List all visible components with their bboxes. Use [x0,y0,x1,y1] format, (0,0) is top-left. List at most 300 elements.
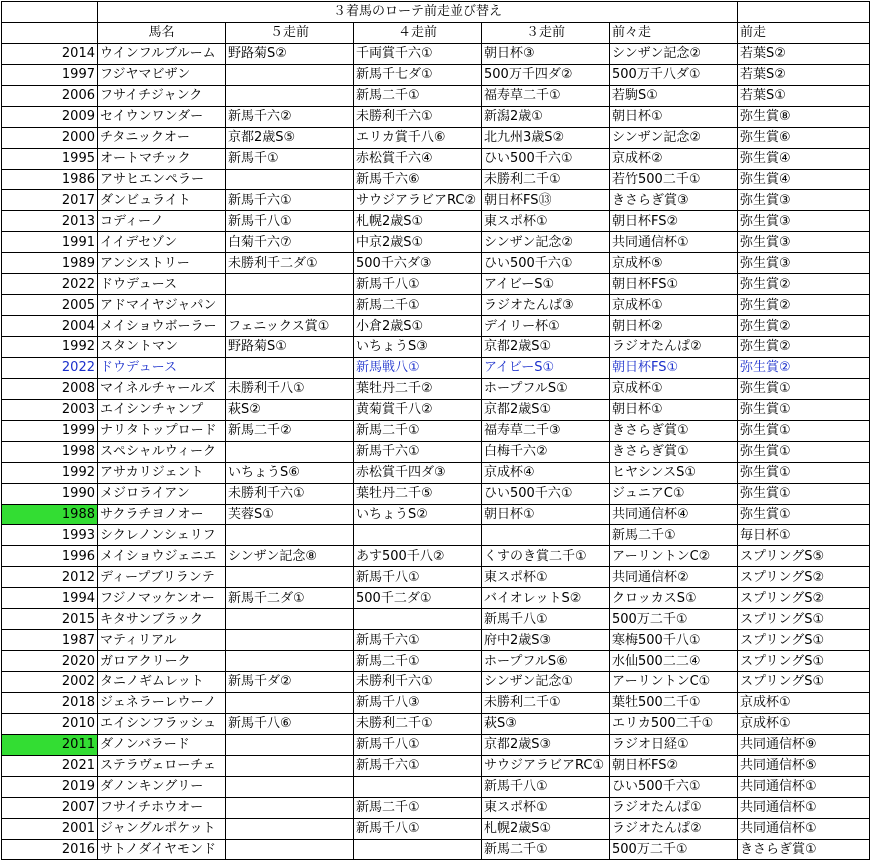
race-5-prior-cell[interactable]: 新馬千① [226,148,354,169]
last-race-cell[interactable]: スプリングS① [738,651,870,672]
last-race-cell[interactable]: 弥生賞① [738,399,870,420]
last-race-cell[interactable]: 弥生賞① [738,441,870,462]
race-5-prior-cell[interactable] [226,734,354,755]
race-3-prior-cell[interactable]: ラジオたんぱ③ [482,295,610,316]
year-cell[interactable]: 1989 [2,253,98,274]
horse-name-cell[interactable]: メイショウボーラー [98,316,226,337]
last-race-cell[interactable]: 弥生賞① [738,378,870,399]
last-race-cell[interactable]: 弥生賞① [738,483,870,504]
header-cell-last-race[interactable]: 前走 [738,22,870,43]
race-2-prior-cell[interactable]: きさらぎ賞③ [610,190,738,211]
race-2-prior-cell[interactable]: ジュニアC① [610,483,738,504]
last-race-cell[interactable]: 京成杯① [738,713,870,734]
table-row [2,818,870,839]
horse-name-cell[interactable]: オートマチック [98,148,226,169]
race-3-prior-cell[interactable]: 東スポ杯① [482,567,610,588]
header-cell-4th-prior[interactable]: ４走前 [354,22,482,43]
year-cell[interactable]: 2018 [2,692,98,713]
horse-name-cell[interactable]: セイウンワンダー [98,106,226,127]
race-4-prior-cell[interactable]: 赤松賞千四ダ③ [354,462,482,483]
year-cell[interactable]: 1995 [2,148,98,169]
race-3-prior-cell[interactable]: 北九州3歳S② [482,127,610,148]
horse-name-cell[interactable]: ダンビュライト [98,190,226,211]
race-5-prior-cell[interactable] [226,818,354,839]
race-4-prior-cell[interactable]: 新馬二千① [354,651,482,672]
horse-name-cell[interactable]: コディーノ [98,211,226,232]
last-race-cell[interactable]: 毎日杯① [738,525,870,546]
race-5-prior-cell[interactable] [226,609,354,630]
race-2-prior-cell[interactable]: 京成杯① [610,295,738,316]
race-4-prior-cell[interactable]: エリカ賞千八⑥ [354,127,482,148]
horse-name-cell[interactable]: アドマイヤジャパン [98,295,226,316]
year-cell[interactable]: 2000 [2,127,98,148]
race-2-prior-cell[interactable]: 共同通信杯④ [610,504,738,525]
year-cell[interactable]: 2006 [2,85,98,106]
race-4-prior-cell[interactable]: 葉牡丹二千② [354,378,482,399]
last-race-cell[interactable]: 若葉S② [738,64,870,85]
horse-name-cell[interactable]: メジロライアン [98,483,226,504]
year-cell[interactable]: 1992 [2,337,98,358]
year-cell[interactable]: 2012 [2,567,98,588]
year-cell[interactable]: 2016 [2,839,98,860]
horse-name-cell[interactable]: スタントマン [98,337,226,358]
race-2-prior-cell[interactable]: 葉牡500二千① [610,692,738,713]
year-cell[interactable]: 1998 [2,441,98,462]
race-4-prior-cell[interactable]: 500千二ダ① [354,588,482,609]
year-cell[interactable]: 1993 [2,525,98,546]
year-cell[interactable]: 2011 [2,734,98,755]
race-2-prior-cell[interactable]: アーリントンC② [610,546,738,567]
race-2-prior-cell[interactable]: 若竹500二千① [610,169,738,190]
year-cell[interactable]: 2021 [2,755,98,776]
horse-name-cell[interactable]: アンシストリー [98,253,226,274]
race-3-prior-cell[interactable]: ひい500千六① [482,253,610,274]
race-4-prior-cell[interactable]: 新馬千八① [354,734,482,755]
race-2-prior-cell[interactable]: きさらぎ賞① [610,441,738,462]
last-race-cell[interactable]: 弥生賞① [738,504,870,525]
race-2-prior-cell[interactable]: ヒヤシンスS① [610,462,738,483]
race-4-prior-cell[interactable]: 新馬千七ダ① [354,64,482,85]
race-5-prior-cell[interactable]: 野路菊S② [226,43,354,64]
table-row [2,525,870,546]
race-5-prior-cell[interactable]: 新馬千八① [226,211,354,232]
race-3-prior-cell[interactable]: サウジアラビアRC① [482,755,610,776]
last-race-cell[interactable]: 共同通信杯① [738,818,870,839]
race-4-prior-cell[interactable]: 赤松賞千六④ [354,148,482,169]
last-race-cell[interactable]: スプリングS① [738,630,870,651]
race-2-prior-cell[interactable]: シンザン記念② [610,127,738,148]
horse-name-cell[interactable]: ナリタトップロード [98,420,226,441]
race-4-prior-cell[interactable]: 新馬千六① [354,441,482,462]
race-5-prior-cell[interactable]: シンザン記念⑧ [226,546,354,567]
race-3-prior-cell[interactable]: 京都2歳S③ [482,734,610,755]
last-race-cell[interactable]: 弥生賞② [738,316,870,337]
race-4-prior-cell[interactable]: いちょうS③ [354,337,482,358]
race-3-prior-cell[interactable]: 未勝利二千① [482,692,610,713]
race-4-prior-cell[interactable] [354,776,482,797]
year-cell[interactable]: 1999 [2,420,98,441]
table-row [2,232,870,253]
race-2-prior-cell[interactable]: ラジオ日経① [610,734,738,755]
race-4-prior-cell[interactable]: 未勝利千六① [354,106,482,127]
race-5-prior-cell[interactable] [226,85,354,106]
table-row [2,357,870,378]
race-5-prior-cell[interactable] [226,295,354,316]
last-race-cell[interactable]: 弥生賞⑥ [738,127,870,148]
horse-name-cell[interactable]: フジヤマビザン [98,64,226,85]
horse-name-cell[interactable]: ウインフルブルーム [98,43,226,64]
race-5-prior-cell[interactable]: 白菊千六⑦ [226,232,354,253]
horse-name-cell[interactable]: フサイチジャンク [98,85,226,106]
last-race-cell[interactable]: スプリングS② [738,567,870,588]
year-cell[interactable]: 2002 [2,672,98,693]
last-race-cell[interactable]: 共同通信杯⑤ [738,755,870,776]
last-race-cell[interactable]: 弥生賞③ [738,232,870,253]
race-4-prior-cell[interactable]: 新馬千六⑥ [354,169,482,190]
race-3-prior-cell[interactable]: 新馬千八① [482,776,610,797]
table-row [2,420,870,441]
race-5-prior-cell[interactable]: 京都2歳S⑤ [226,127,354,148]
horse-name-cell[interactable]: ドウデュース [98,274,226,295]
horse-name-cell[interactable]: ディープブリランテ [98,567,226,588]
race-3-prior-cell[interactable] [482,525,610,546]
race-2-prior-cell[interactable]: 京成杯⑤ [610,253,738,274]
race-3-prior-cell[interactable]: アイビーS① [482,357,610,378]
race-2-prior-cell[interactable]: 共同通信杯② [610,567,738,588]
table-row [2,567,870,588]
race-5-prior-cell[interactable] [226,567,354,588]
race-3-prior-cell[interactable]: 府中2歳S③ [482,630,610,651]
race-2-prior-cell[interactable]: 寒梅500千八① [610,630,738,651]
year-cell[interactable]: 2022 [2,357,98,378]
race-5-prior-cell[interactable] [226,64,354,85]
horse-name-cell[interactable]: フサイチホウオー [98,797,226,818]
race-2-prior-cell[interactable]: ラジオたんぱ① [610,797,738,818]
race-5-prior-cell[interactable] [226,441,354,462]
race-2-prior-cell[interactable]: ラジオたんぱ② [610,818,738,839]
race-5-prior-cell[interactable]: いちょうS⑥ [226,462,354,483]
race-2-prior-cell[interactable]: 朝日杯FS② [610,211,738,232]
race-3-prior-cell[interactable]: 東スポ杯① [482,211,610,232]
race-3-prior-cell[interactable]: デイリー杯① [482,316,610,337]
race-2-prior-cell[interactable]: シンザン記念② [610,43,738,64]
last-race-cell[interactable]: 共同通信杯⑨ [738,734,870,755]
race-2-prior-cell[interactable]: ラジオたんぱ② [610,337,738,358]
race-2-prior-cell[interactable]: 500万千八ダ① [610,64,738,85]
header-cell-2nd-prior[interactable]: 前々走 [610,22,738,43]
race-3-prior-cell[interactable]: ひい500千六① [482,148,610,169]
year-cell[interactable]: 1987 [2,630,98,651]
race-3-prior-cell[interactable]: 白梅千六② [482,441,610,462]
race-5-prior-cell[interactable]: 新馬千六① [226,190,354,211]
year-cell[interactable]: 1988 [2,504,98,525]
race-4-prior-cell[interactable]: 未勝利千六① [354,672,482,693]
last-race-cell[interactable]: 弥生賞① [738,420,870,441]
race-3-prior-cell[interactable]: 500万千四ダ② [482,64,610,85]
table-row [2,588,870,609]
race-4-prior-cell[interactable]: 葉牡丹二千⑤ [354,483,482,504]
last-race-cell[interactable]: 弥生賞③ [738,253,870,274]
race-5-prior-cell[interactable]: 新馬千八⑥ [226,713,354,734]
last-race-cell[interactable]: スプリングS② [738,588,870,609]
race-3-prior-cell[interactable]: アイビーS① [482,274,610,295]
year-cell[interactable]: 2004 [2,316,98,337]
race-2-prior-cell[interactable]: 若駒S① [610,85,738,106]
year-cell[interactable]: 1996 [2,546,98,567]
race-3-prior-cell[interactable]: 京都2歳S① [482,337,610,358]
race-2-prior-cell[interactable]: 朝日杯① [610,106,738,127]
horse-name-cell[interactable]: キタサンブラック [98,609,226,630]
horse-name-cell[interactable]: イイデセゾン [98,232,226,253]
last-race-cell[interactable]: スプリングS① [738,672,870,693]
race-5-prior-cell[interactable] [226,357,354,378]
table-row [2,734,870,755]
horse-name-cell[interactable]: ドウデュース [98,357,226,378]
horse-name-cell[interactable]: アサヒエンペラー [98,169,226,190]
race-5-prior-cell[interactable] [226,797,354,818]
race-2-prior-cell[interactable]: 朝日杯FS① [610,274,738,295]
race-4-prior-cell[interactable]: 新馬千六① [354,755,482,776]
table-row [2,127,870,148]
race-5-prior-cell[interactable] [226,839,354,860]
race-4-prior-cell[interactable]: 札幌2歳S① [354,211,482,232]
year-cell[interactable]: 2005 [2,295,98,316]
race-4-prior-cell[interactable]: 新馬千八① [354,567,482,588]
table-row [2,609,870,630]
race-5-prior-cell[interactable] [226,525,354,546]
race-3-prior-cell[interactable]: バイオレットS② [482,588,610,609]
race-2-prior-cell[interactable]: エリカ500二千① [610,713,738,734]
horse-name-cell[interactable]: シクレノンシェリフ [98,525,226,546]
year-cell[interactable]: 1986 [2,169,98,190]
table-row [2,64,870,85]
race-5-prior-cell[interactable]: 萩S② [226,399,354,420]
race-4-prior-cell[interactable]: 500千六ダ③ [354,253,482,274]
race-5-prior-cell[interactable]: 未勝利千八① [226,378,354,399]
race-3-prior-cell[interactable]: ひい500千六① [482,483,610,504]
last-race-cell[interactable]: 共同通信杯① [738,776,870,797]
horse-name-cell[interactable]: マイネルチャールズ [98,378,226,399]
race-2-prior-cell[interactable]: 京成杯② [610,148,738,169]
race-2-prior-cell[interactable]: 500万二千① [610,609,738,630]
horse-name-cell[interactable]: タニノギムレット [98,672,226,693]
race-4-prior-cell[interactable]: 新馬千八① [354,818,482,839]
race-2-prior-cell[interactable]: 新馬二千① [610,525,738,546]
race-5-prior-cell[interactable]: 芙蓉S① [226,504,354,525]
race-5-prior-cell[interactable] [226,630,354,651]
horse-name-cell[interactable]: サクラチヨノオー [98,504,226,525]
last-race-cell[interactable]: スプリングS⑤ [738,546,870,567]
race-3-prior-cell[interactable]: 朝日杯FS⑬ [482,190,610,211]
table-row [2,441,870,462]
table-row [2,546,870,567]
race-3-prior-cell[interactable]: ホープフルS⑥ [482,651,610,672]
race-4-prior-cell[interactable]: 新馬二千① [354,797,482,818]
race-2-prior-cell[interactable]: 京成杯① [610,378,738,399]
race-3-prior-cell[interactable]: 新馬二千① [482,839,610,860]
horse-name-cell[interactable]: エイシンチャンプ [98,399,226,420]
race-4-prior-cell[interactable]: サウジアラビアRC② [354,190,482,211]
year-cell[interactable]: 2020 [2,651,98,672]
last-race-cell[interactable]: 弥生賞② [738,295,870,316]
last-race-cell[interactable]: 若葉S① [738,85,870,106]
race-5-prior-cell[interactable]: 野路菊S① [226,337,354,358]
year-cell[interactable]: 1994 [2,588,98,609]
last-race-cell[interactable]: 若葉S② [738,43,870,64]
year-cell[interactable]: 2010 [2,713,98,734]
year-cell[interactable]: 2008 [2,378,98,399]
race-5-prior-cell[interactable]: 新馬千二ダ① [226,588,354,609]
race-2-prior-cell[interactable]: ひい500千六① [610,776,738,797]
race-3-prior-cell[interactable]: 朝日杯① [482,504,610,525]
year-cell[interactable]: 1997 [2,64,98,85]
last-race-cell[interactable]: 弥生賞⑧ [738,106,870,127]
year-cell[interactable]: 2017 [2,190,98,211]
race-4-prior-cell[interactable]: 新馬二千① [354,85,482,106]
year-cell[interactable]: 2013 [2,211,98,232]
year-cell[interactable]: 1991 [2,232,98,253]
race-2-prior-cell[interactable]: クロッカスS① [610,588,738,609]
race-5-prior-cell[interactable] [226,776,354,797]
last-race-cell[interactable]: 弥生賞② [738,337,870,358]
year-cell[interactable]: 2015 [2,609,98,630]
year-cell[interactable]: 2003 [2,399,98,420]
year-cell[interactable]: 2009 [2,106,98,127]
race-3-prior-cell[interactable]: 新潟2歳① [482,106,610,127]
header-cell-year[interactable] [2,22,98,43]
race-5-prior-cell[interactable]: 未勝利千六① [226,483,354,504]
horse-name-cell[interactable]: メイショウジェニエ [98,546,226,567]
table-row [2,337,870,358]
horse-name-cell[interactable]: チタニックオー [98,127,226,148]
race-4-prior-cell[interactable]: 未勝利二千① [354,713,482,734]
sheet-title[interactable]: ３着馬のローテ前走並び替え [98,2,738,23]
horse-name-cell[interactable]: ガロアクリーク [98,651,226,672]
race-4-prior-cell[interactable]: 新馬二千① [354,420,482,441]
race-4-prior-cell[interactable]: あす500千八② [354,546,482,567]
race-4-prior-cell[interactable]: いちょうS② [354,504,482,525]
last-race-cell[interactable]: 弥生賞③ [738,211,870,232]
race-5-prior-cell[interactable]: 新馬千ダ② [226,672,354,693]
year-cell[interactable]: 2022 [2,274,98,295]
race-5-prior-cell[interactable]: 未勝利千二ダ① [226,253,354,274]
race-3-prior-cell[interactable]: シンザン記念② [482,232,610,253]
race-4-prior-cell[interactable]: 黄菊賞千八② [354,399,482,420]
race-5-prior-cell[interactable] [226,755,354,776]
race-4-prior-cell[interactable]: 新馬二千① [354,295,482,316]
race-3-prior-cell[interactable]: 福寿草二千① [482,85,610,106]
race-4-prior-cell[interactable]: 新馬千八① [354,274,482,295]
last-race-cell[interactable]: 弥生賞④ [738,169,870,190]
race-4-prior-cell[interactable]: 新馬千八③ [354,692,482,713]
race-4-prior-cell[interactable] [354,839,482,860]
race-2-prior-cell[interactable]: 共同通信杯① [610,232,738,253]
race-3-prior-cell[interactable]: 朝日杯③ [482,43,610,64]
race-2-prior-cell[interactable]: 朝日杯FS② [610,755,738,776]
race-4-prior-cell[interactable]: 新馬戦八① [354,357,482,378]
horse-name-cell[interactable]: サトノダイヤモンド [98,839,226,860]
race-3-prior-cell[interactable]: ホープフルS① [482,378,610,399]
last-race-cell[interactable]: スプリングS① [738,609,870,630]
race-2-prior-cell[interactable]: アーリントンC① [610,672,738,693]
header-cell-3rd-prior[interactable]: ３走前 [482,22,610,43]
horse-name-cell[interactable]: ダノンバラード [98,734,226,755]
race-4-prior-cell[interactable]: 新馬千六① [354,630,482,651]
last-race-cell[interactable]: 弥生賞④ [738,148,870,169]
race-2-prior-cell[interactable]: きさらぎ賞① [610,420,738,441]
race-3-prior-cell[interactable]: 京成杯④ [482,462,610,483]
year-cell[interactable]: 1992 [2,462,98,483]
table-row [2,190,870,211]
race-3-prior-cell[interactable]: 萩S③ [482,713,610,734]
race-5-prior-cell[interactable]: 新馬二千② [226,420,354,441]
race-4-prior-cell[interactable]: 中京2歳S① [354,232,482,253]
race-3-prior-cell[interactable]: 未勝利二千① [482,169,610,190]
race-4-prior-cell[interactable]: 千両賞千六① [354,43,482,64]
race-3-prior-cell[interactable]: 福寿草二千③ [482,420,610,441]
header-cell-5th-prior[interactable]: ５走前 [226,22,354,43]
race-5-prior-cell[interactable] [226,692,354,713]
race-2-prior-cell[interactable]: 朝日杯FS① [610,357,738,378]
race-5-prior-cell[interactable]: 新馬千六② [226,106,354,127]
last-race-cell[interactable]: 弥生賞② [738,357,870,378]
last-race-cell[interactable]: 弥生賞② [738,274,870,295]
table-row [2,839,870,860]
year-cell[interactable]: 2014 [2,43,98,64]
race-4-prior-cell[interactable] [354,609,482,630]
horse-name-cell[interactable]: スペシャルウィーク [98,441,226,462]
year-cell[interactable]: 1990 [2,483,98,504]
horse-name-cell[interactable]: ダノンキングリー [98,776,226,797]
race-5-prior-cell[interactable] [226,651,354,672]
horse-name-cell[interactable]: ジェネラーレウーノ [98,692,226,713]
year-cell[interactable]: 2001 [2,818,98,839]
race-4-prior-cell[interactable] [354,525,482,546]
race-3-prior-cell[interactable]: 京都2歳S① [482,399,610,420]
last-race-cell[interactable]: 弥生賞③ [738,190,870,211]
header-cell-name[interactable]: 馬名 [98,22,226,43]
race-2-prior-cell[interactable]: 朝日杯① [610,399,738,420]
race-3-prior-cell[interactable]: くすのき賞二千① [482,546,610,567]
last-race-cell[interactable]: きさらぎ賞① [738,839,870,860]
horse-name-cell[interactable]: アサカリジェント [98,462,226,483]
table-row [2,692,870,713]
table-row [2,85,870,106]
last-race-cell[interactable]: 弥生賞① [738,462,870,483]
table-row [2,651,870,672]
horse-name-cell[interactable]: エイシンフラッシュ [98,713,226,734]
race-5-prior-cell[interactable] [226,274,354,295]
race-4-prior-cell[interactable]: 小倉2歳S① [354,316,482,337]
race-3-prior-cell[interactable]: シンザン記念① [482,672,610,693]
horse-name-cell[interactable]: マティリアル [98,630,226,651]
race-3-prior-cell[interactable]: 新馬千八① [482,609,610,630]
race-5-prior-cell[interactable]: フェニックス賞① [226,316,354,337]
horse-name-cell[interactable]: フジノマッケンオー [98,588,226,609]
race-2-prior-cell[interactable]: 水仙500二二④ [610,651,738,672]
race-5-prior-cell[interactable] [226,169,354,190]
horse-name-cell[interactable]: ジャングルポケット [98,818,226,839]
year-cell[interactable]: 2019 [2,776,98,797]
race-2-prior-cell[interactable]: 朝日杯② [610,316,738,337]
race-2-prior-cell[interactable]: 500万二千① [610,839,738,860]
last-race-cell[interactable]: 共同通信杯① [738,797,870,818]
race-3-prior-cell[interactable]: 東スポ杯① [482,797,610,818]
race-3-prior-cell[interactable]: 札幌2歳S① [482,818,610,839]
last-race-cell[interactable]: 京成杯① [738,692,870,713]
horse-name-cell[interactable]: ステラヴェローチェ [98,755,226,776]
year-cell[interactable]: 2007 [2,797,98,818]
